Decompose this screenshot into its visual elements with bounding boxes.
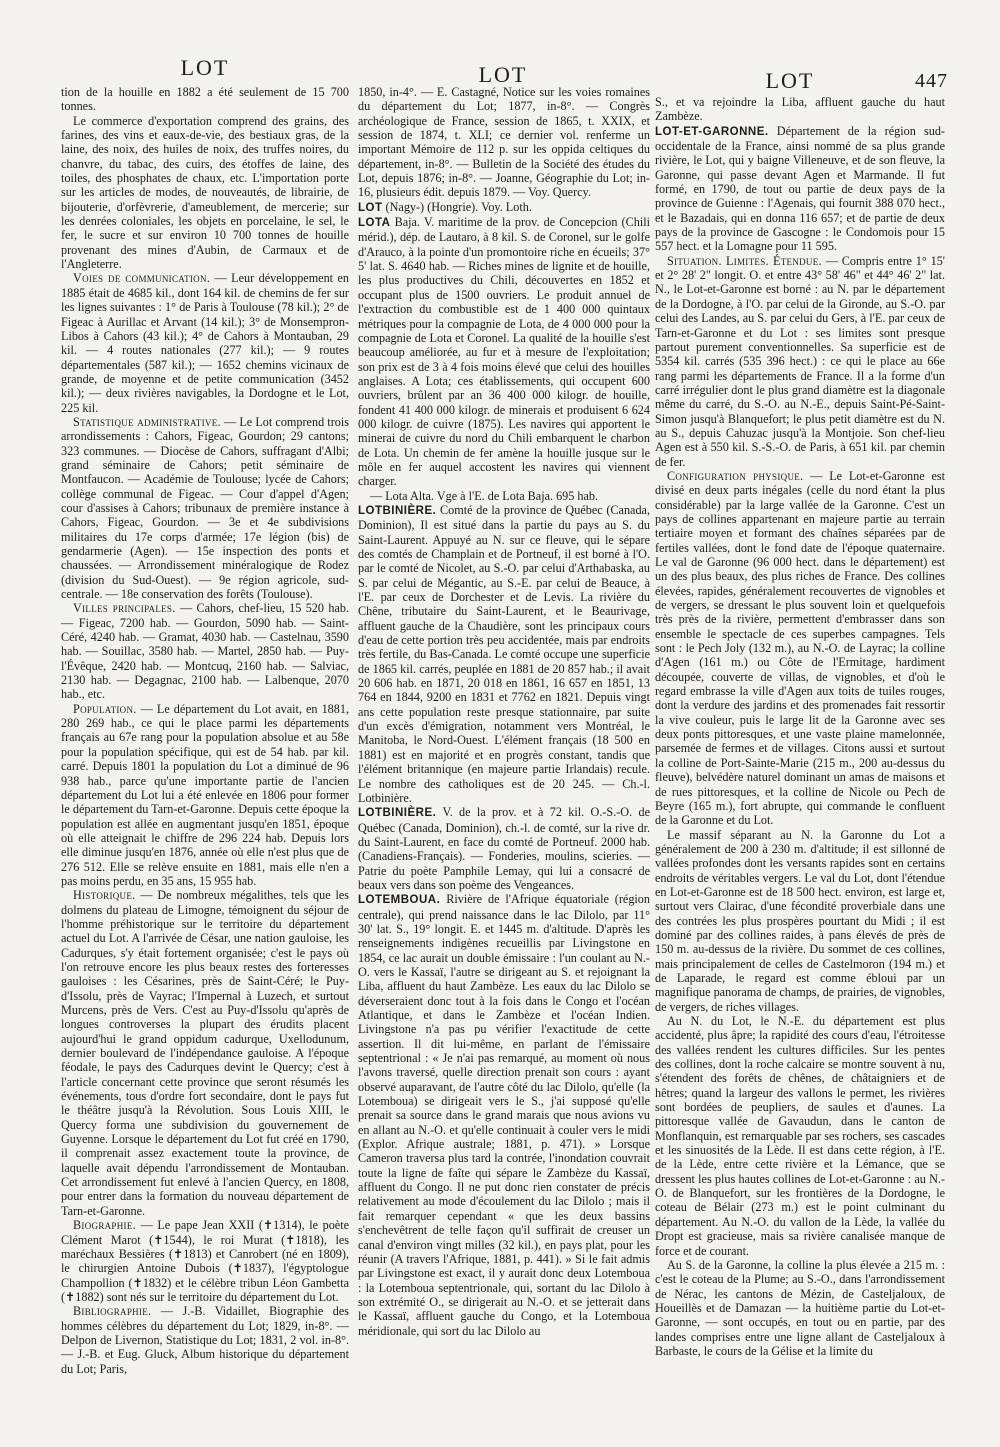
paragraph-text: — Le département du Lot avait, en 1881, 280 269 hab., ce qui le place parmi les départements français au 67e rang pour la population absolue et au 58e pour la population spécifique, qui est de 54 hab. par kil. carré. Depuis 1801 la population du Lot a diminué de 96 938 hab., parce qu'une importante partie de l'ancien département du Lot lui a été enlevée en 1806 pour former le département du Tarn-et-Garonne. Depuis cette époque la population est allée en augmentant jusqu'en 1851, époque où elle atteignait le chiffre de 296 224 hab. Depuis lors elle diminue jusqu'en 1876, année où elle n'est plus que de 276 512. Elle se relève ensuite en 1881, mais elle n'en a pas moins perdu, en 35 ans, 15 955 hab. xyxy=(61,701,349,888)
section-label: Configuration physique. xyxy=(667,468,804,483)
paragraph-text: (Nagy-) (Hongrie). Voy. Loth. xyxy=(382,199,532,214)
paragraph-text: — Cahors, chef-lieu, 15 520 hab. — Figeac, 7200 hab. — Gourdon, 5090 hab. — Saint-Céré, 4240 hab. — Gramat, 4030 hab. — Castelnau, 3590 hab. — Souillac, 3580 hab. — Martel, 2850 hab. — Puy-l'Évêque, 2420 hab. — Montcuq, 2160 hab. — Salviac, 2130 hab. — Degagnac, 2100 hab. — Lalbenque, 2070 hab., etc. xyxy=(61,601,349,702)
text-column-center xyxy=(358,85,650,1375)
section-label: Statistique administrative. xyxy=(73,414,221,429)
paragraph-text: — J.-B. Vidaillet, Biographie des hommes célèbres du département du Lot; 1829, in-8°. — Delpon de Livernon, Statistique du Lot; 1831, 2 vol. in-8°. — J.-B. et Eug. Gluck, Album historique du département du Lot; Paris, xyxy=(61,1304,349,1376)
paragraph xyxy=(358,200,650,215)
paragraph-text: Rivière de l'Afrique équatoriale (région centrale), qui prend naissance dans le lac Dilolo, par 11° 30' lat. S., 19° longit. E. et 1445 m. d'altitude. D'après les renseignements indigènes recueillis par Livingstone en 1854, ce lac aurait un double émissaire : l'un coulant au N.-O. vers le Kassaï, l'autre se dirigeant au S. et rejoignant la Liba, affluent du haut Zambèze. Les eaux du lac Dilolo se déverseraient donc tout à la fois dans le Congo et l'océan Atlantique, et dans le Zambèze et l'océan Indien. Livingstone n'a pas pu vérifier l'exactitude de cette assertion. Il dit lui-même, en parlant de l'émissaire septentrional : « Je n'ai pas remarqué, au moment où nous l'avons traversé, quelle direction prenait son cours : ayant observé auparavant, de l'autre côté du lac Dilolo, qu'elle (la Lotemboua) se dirigeait vers le S., j'ai supposé qu'elle prenait sa source dans le grand marais que nous avions vu en allant au N.-O. et qu'elle continuait à couler vers le midi (Explor. Afrique australe; 1881, p. 471). » Lorsque Cameron traversa plus tard la contrée, l'inondation couvrait toute la ligne de faîte qui sépare le Zambèze du Kassaï, affluent du Congo. Il ne put donc rien constater de précis relativement au mode d'écoulement du lac Dilolo ; mais il fait remarquer cependant « que les deux bassins s'enchevêtrent de telle façon qu'il suffirait de creuser un canal d'environ vingt milles (32 kil.), en pays plat, pour les réunir (A travers l'Afrique, 1881, p. 441). » Si le fait admis par Livingstone est exact, il y aurait donc deux Lotemboua : la Lotemboua septentrionale, qui, sortant du lac Dilolo à son extrémité O., se dirigerait au N.-O. et se jetterait dans le Kassaï, affluent gauche du Congo, et la Lotemboua méridionale, qui sort du lac Dilolo au xyxy=(358,892,650,1338)
paragraph xyxy=(61,1304,349,1376)
paragraph-text: — Lota Alta. Vge à l'E. de Lota Baja. 695 hab. xyxy=(370,488,599,503)
paragraph-text: Au N. du Lot, le N.-E. du département est plus accidenté, plus âpre; la rapidité des cours d'eau, l'étroitesse des vallées rendent les cultures difficiles. Sur les pentes des collines, dont la roche calcaire se montre souvent à nu, s'étendent des forêts de chênes, de châtaigniers et de hêtres; quand la largeur des vallons le permet, les rivières sont bordées de peupliers, de saules et d'aunes. La pittoresque vallée de Gavaudun, dans le canton de Monflanquin, est remarquable par ses rochers, ses cascades et les sinuosités de la Lède. Il est dans cette région, à l'E. de la Lède, entre cette rivière et la Lémance, que se dressent les plus hautes collines de Lot-et-Garonne : au N.-O. de Blanquefort, sur les frontières de la Dordogne, le coteau de Bélair (273 m.) est le point culminant du département. Au N.-O. du vallon de la Lède, la vallée du Dropt est gracieuse, mais sa rivière canalisée manque de force et de courant. xyxy=(655,1014,945,1258)
section-label: Bibliographie. xyxy=(73,1304,152,1319)
section-label: Voies de communication. xyxy=(73,271,211,286)
section-label: Biographie. xyxy=(73,1218,136,1233)
paragraph xyxy=(61,702,349,888)
entry-headword: LOTEMBOUA. xyxy=(358,894,441,907)
entry-headword: LOT xyxy=(358,201,383,214)
paragraph-text: — De nombreux mégalithes, tels que les dolmens du plateau de Limogne, témoignent du séjour de l'homme préhistorique sur le territoire du département actuel du Lot. A l'arrivée de César, une nation gauloise, les Cadurques, s'y était fortement organisée; c'est le pays où l'on retrouve encore les plus beaux restes des forteresses gauloises : les Césarines, près de Saint-Céré; le Puy-d'Issolu, près de Vayrac; l'Impernal à Luzech, et surtout Murcens, près de Vers. C'est au Puy-d'Issolu qu'après de longues controverses la plupart des érudits placent aujourd'hui le grand oppidum cadurque, Uxellodunum, dernier boulevard de l'indépendance gauloise. A l'époque féodale, le pays des Cadurques devint le Quercy; c'est à l'article concernant cette province que seront résumés les événements, tous d'ordre fort secondaire, dont le pays fut le théâtre jusqu'à la Révolution. Sous Louis XIII, le Quercy forma une subdivision du gouvernement de Guyenne. Lorsque le département du Lot fut créé en 1790, il comprenait assez exactement toute la province, de laquelle avait dépendu l'arrondissement de Montauban. Cet arrondissement fut enlevé à l'ancien Quercy, en 1808, pour entrer dans la formation du nouveau département de Tarn-et-Garonne. xyxy=(61,888,349,1218)
entry-headword: LOTBINIÈRE. xyxy=(358,807,437,820)
paragraph-text: Au S. de la Garonne, la colline la plus élevée a 215 m. : c'est le coteau de la Plume; au S.-O., dans l'arrondissement de Nérac, les cantons de Mézin, de Casteljaloux, de Houeillès et de Damazan — la huitième partie du Lot-et-Garonne, — sont occupés, en tout ou en partie, par des landes comprises entre une ligne allant de Casteljaloux à Barbaste, le cours de la Gélise et la limite du xyxy=(655,1257,945,1358)
running-head-right: LOT xyxy=(765,68,815,93)
paragraph xyxy=(655,469,945,828)
paragraph xyxy=(61,415,349,601)
paragraph xyxy=(358,503,650,805)
text-column-right xyxy=(655,95,945,1385)
running-head-left: LOT xyxy=(180,55,230,80)
entry-headword: LOTBINIÈRE. xyxy=(358,504,437,517)
paragraph xyxy=(358,215,650,489)
paragraph xyxy=(358,489,650,503)
paragraph-text: — Le Lot-et-Garonne est divisé en deux parts inégales (celle du nord étant la plus considérable) par la large vallée de la Garonne. C'est un pays de collines appartenant en majeure partie au terrain tertiaire moyen et formant des chaînes séparées par de fertiles vallées, dont le fond date de l'époque quaternaire. Le val de Garonne (96 000 hect. dans le département) est un des plus beaux, des plus riches de France. Des collines élevées, rapides, généralement recouvertes de vignobles et de vergers, se dressant le plus souvent loin et quelquefois très près de la rivière, permettent d'embrasser dans son ensemble le spectacle de ces superbes campagnes. Tels sont : le Pech Joly (132 m.), au N.-O. de Layrac; la colline d'Agen (161 m.) ou Côte de l'Ermitage, hardiment découpée, couverte de villas, de vignobles, et d'où le regard embrasse la ville d'Agen aux toits de tuiles rouges, dont la verdure des jardins et des promenades fait ressortir la vive couleur, puis le large lit de la Garonne avec ses deux ponts pittoresques, et une vaste plaine mamelonnée, parsemée de fermes et de villages. Citons aussi et surtout la colline de Port-Sainte-Marie (215 m., 200 au-dessus du fleuve), belvédère naturel dominant un amas de maisons et de rues pittoresques, et la colline de Nicole ou Pech de Beyre (165 m.), fort abrupte, qui commande le confluent de la Garonne et du Lot. xyxy=(655,468,945,828)
paragraph xyxy=(655,1258,945,1358)
paragraph-text: tion de la houille en 1882 a été seulement de 15 700 tonnes. xyxy=(61,85,349,114)
section-label: Population. xyxy=(73,701,137,716)
paragraph-text: Comté de la province de Québec (Canada, Dominion), Il est situé dans la partie du pays au S. du Saint-Laurent. Appuyé au N. sur ce fleuve, qui le sépare des comtés de Champlain et de Portneuf, il est borné à l'O. par le comté de Nicolet, au S.-O. par celui d'Arthabaska, au S. par celui de Mégantic, au S.-E. par celui de Beauce, à l'E. par ceux de Dorchester et de Levis. La rivière du Chêne, tributaire du Saint-Laurent, et le Beaurivage, affluent gauche de la Chaudière, sont les principaux cours d'eau de cette portion très peu accidentée, mais par endroits très fertile, du Bas-Canada. Le comté occupe une superficie de 1865 kil. carrés, peuplée en 1881 de 20 857 hab.; il avait 20 606 hab. en 1871, 20 018 en 1861, 16 657 en 1851, 13 764 en 1844, 9200 en 1831 et 7762 en 1821. Depuis vingt ans cette population reste presque stationnaire, par suite d'un excès d'émigration, notamment vers Montréal, le Manitoba, le Nord-Ouest. L'élément français (18 500 en 1881) est en majorité et en progrès constant, tandis que l'élément britannique (en majeure partie Irlandais) recule. Le nombre des catholiques est de 20 245. — Ch.-l. Lotbinière. xyxy=(358,502,650,805)
paragraph-text: V. de la prov. et à 72 kil. O.-S.-O. de Québec (Canada, Dominion), ch.-l. de comté, sur la rive dr. du Saint-Laurent, en face du comté de Portneuf. 2000 hab. (Canadiens-Français). — Fonderies, moulins, scieries. — Patrie du poète Pamphile Lemay, qui lui a consacré de beaux vers dans son poème des Vengeances. xyxy=(358,805,650,892)
paragraph xyxy=(655,124,945,254)
paragraph-text: Département de la région sud-occidentale de la France, ainsi nommé de sa plus grande rivière, le Lot, qui y baigne Villeneuve, et de son fleuve, la Garonne, qui passe devant Agen et Marmande. Il fut formé, en 1790, de tout ou partie de deux pays de la province de Guienne : l'Agenais, qui fournit 388 070 hect., et le Bazadais, qui en donna 116 657; et de partie de deux pays de la province de Gascogne : le Condomois pour 15 557 hect. et la Lomagne pour 11 595. xyxy=(655,123,945,254)
page-number: 447 xyxy=(915,70,948,92)
paragraph-text: — Le pape Jean XXII (✝1314), le poète Clément Marot (✝1544), le roi Murat (✝1818), les maréchaux Bessières (✝1813) et Canrobert (né en 1809), le chirurgien Antoine Dubois (✝1837), l'égyptologue Champollion (✝1832) et le célèbre tribun Léon Gambetta (✝1882) sont nés sur le territoire du département du Lot. xyxy=(61,1218,349,1304)
paragraph-text: 1850, in-4°. — E. Castagné, Notice sur les voies romaines du département du Lot; 1877, in-8°. — Congrès archéologique de France, session de 1865, t. XXIX, et session de 1874, t. XLI; ce dernier vol. renferme un important Mémoire de 112 p. sur les oppida celtiques du département, in-8°. — Bulletin de la Société des études du Lot, depuis 1876; in-8°. — Joanne, Géographie du Lot; in-16, plusieurs édit. depuis 1879. — Voy. Quercy. xyxy=(358,85,650,200)
paragraph xyxy=(358,85,650,200)
entry-headword: LOTA xyxy=(358,217,391,230)
paragraph xyxy=(61,601,349,701)
text-column-left xyxy=(61,85,349,1405)
paragraph-text: — Compris entre 1° 15' et 2° 28' 2" longit. O. et entre 43° 58' 46" et 44° 46' 2" lat. N., le Lot-et-Garonne est borné : au N. par le département de la Dordogne, à l'O. par celui de la Gironde, au S.-O. par celui des Landes, au S. par celui du Gers, à l'E. par ceux de Tarn-et-Garonne et du Lot : ses limites sont presque partout purement conventionnelles. Sa superficie est de 5354 kil. carrés (535 396 hect.) : ce qui le place au 66e rang parmi les départements de France. Il a la forme d'un carré irrégulier dont le plus grand diamètre est la diagonale même du carré, du S.-O. au N.-E., depuis Saint-Pé-Saint-Simon jusqu'à Blanquefort; le plus petit diamètre est du N. au S., depuis Cahuzac jusqu'à la Montjoie. Son chef-lieu Agen est à 550 kil. S.-S.-O. de Paris, à 651 kil. par chemin de fer. xyxy=(655,253,945,469)
paragraph xyxy=(61,888,349,1218)
paragraph-text: Le massif séparant au N. la Garonne du Lot a généralement de 200 à 230 m. d'altitude; il est sillonné de vallées profondes dont les versants rapides sont en certains endroits de véritables vergers. Le val du Lot, dont l'étendue en Lot-et-Garonne est de 18 500 hect. environ, est large et, surtout vers Clairac, d'une fécondité proverbiale dans une des contrées les plus prospères pourtant du Midi ; il est dominé par des collines raides, à pans élevés de près de 150 m. au-dessus de la rivière. Du sommet de ces collines, mais principalement de celles de Castelmoron (194 m.) et de Laparade, le regard est comme ébloui par un magnifique panorama de champs, de prairies, de vignobles, de vergers, de riches villages. xyxy=(655,827,945,1014)
paragraph-text: — Leur développement en 1885 était de 4685 kil., dont 164 kil. de chemins de fer sur les lignes suivantes : 1° de Paris à Toulouse (78 kil.); 2° de Figeac à Aurillac et Arvant (14 kil.); 3° de Monsempron-Libos à Cahors (43 kil.); 4° de Cahors à Montauban, 29 kil. — 4 routes nationales (277 kil.); — 9 routes départementales (587 kil.); — 1652 chemins vicinaux de grande, de moyenne et de petite communication (3452 kil.); — deux rivières navigables, la Dordogne et le Lot, 225 kil. xyxy=(61,271,349,415)
paragraph xyxy=(655,828,945,1014)
paragraph xyxy=(61,271,349,414)
paragraph xyxy=(358,805,650,892)
paragraph xyxy=(61,85,349,114)
running-head-center: LOT xyxy=(478,62,528,87)
paragraph-text: Baja. V. maritime de la prov. de Concepcion (Chili mérid.), dép. de Lautaro, à 8 kil. S. de Coronel, sur le golfe d'Arauco, à la pointe d'un promontoire riche en écueils; 37° 5' lat. S. 4640 hab. — Riches mines de lignite et de houille, les plus productives du Chili, découvertes en 1852 et occupant plus de 1500 ouvriers. Le produit annuel de l'extraction du combustible est de 1 400 000 quintaux métriques pour la compagnie de Lota, de 4 000 000 pour la compagnie de Lota et Coronel. La qualité de la houille s'est beaucoup améliorée, au fur et à mesure de l'exploitation; son prix est de 3 à 4 fois moins élevé que celui des houilles anglaises. A Lota; ces établissements, qui occupent 600 ouvriers, brûlent par an 36 400 000 kilogr. de houille, fondent 41 400 000 kilogr. de minerais et produisent 6 624 000 kilogr. de cuivre (1875). Les navires qui apportent le minerai de cuivre du nord du Chili embarquent le charbon de Lota. Un chemin de fer amène la houille jusque sur le môle en fer auquel accostent les navires qui viennent charger. xyxy=(358,215,650,489)
paragraph xyxy=(655,95,945,124)
section-label: Villes principales. xyxy=(73,601,176,616)
paragraph-text: S., et va rejoindre la Liba, affluent gauche du haut Zambèze. xyxy=(655,95,945,124)
paragraph xyxy=(61,1218,349,1304)
paragraph xyxy=(358,892,650,1338)
paragraph xyxy=(655,254,945,469)
paragraph-text: Le commerce d'exportation comprend des grains, des farines, des vins et eaux-de-vie, des bestiaux gras, de la laine, des noix, des huiles de noix, des truffes noires, du chanvre, du tabac, des cuirs, des étoffes de laine, des toiles, des phosphates de chaux, etc. L'importation porte sur les articles de modes, de nouveautés, de librairie, de bijouterie, d'orfèvrerie, d'ameublement, de mercerie; sur les denrées coloniales, les objets en porcelaine, le sel, le fer, le sucre et sur environ 10 700 tonnes de houille provenant des mines d'Aubin, de Carmaux et de l'Angleterre. xyxy=(61,113,349,272)
paragraph xyxy=(61,114,349,272)
entry-headword: LOT-ET-GARONNE. xyxy=(655,125,769,138)
section-label: Historique. xyxy=(73,888,136,903)
section-label: Situation. Limites. Étendue. xyxy=(667,253,822,268)
paragraph xyxy=(655,1014,945,1258)
paragraph-text: — Le Lot comprend trois arrondissements : Cahors, Figeac, Gourdon; 29 cantons; 323 communes. — Diocèse de Cahors, suffragant d'Albi; grand séminaire de Cahors; petit séminaire de Montfaucon. — Académie de Toulouse; lycée de Cahors; collège communal de Figeac. — Cour d'appel d'Agen; cour d'assises à Cahors; tribunaux de première instance à Cahors, Figeac, Gourdon. — 3e et 4e subdivisions militaires du 17e corps d'armée; 17e légion (bis) de gendarmerie (Agen). — 15e inspection des ponts et chaussées. — Arrondissement minéralogique de Rodez (division du Sud-Ouest). — 9e région agricole, sud-centrale. — 18e conservation des forêts (Toulouse). xyxy=(61,414,349,602)
